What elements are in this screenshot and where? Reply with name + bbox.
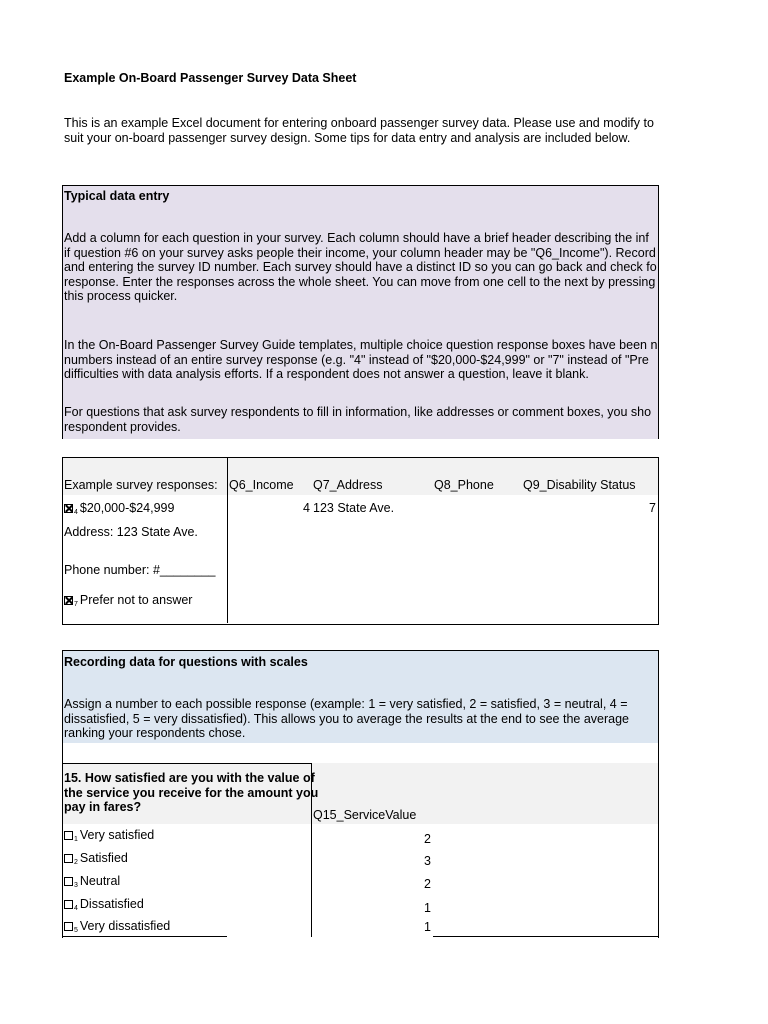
column-header-q15[interactable]: Q15_ServiceValue [313, 808, 417, 822]
text-line: In the On-Board Passenger Survey Guide templates, multiple choice question response boxes have been n [64, 338, 658, 352]
bottom-border-right [433, 936, 658, 937]
typical-paragraph-1 [64, 231, 660, 304]
intro-text [64, 116, 654, 145]
checkbox-icon [64, 922, 73, 931]
text-line: respondent provides. [64, 419, 181, 434]
typical-data-entry-box [62, 185, 659, 439]
text-line: pay in fares? [64, 800, 142, 814]
income-response [64, 501, 174, 516]
option-very-dissatisfied [64, 919, 170, 934]
option-number: 4 [74, 509, 78, 516]
text-line: 15. How satisfied are you with the value of [64, 771, 315, 785]
scales-paragraph [64, 697, 658, 741]
option-number: 7 [74, 601, 78, 608]
option-number: 2 [74, 859, 78, 866]
text-line: and entering the survey ID number. Each survey should have a distinct ID so you can go back and check fo [64, 260, 657, 274]
column-header-q6[interactable]: Q6_Income [229, 478, 294, 492]
option-dissatisfied [64, 897, 144, 912]
text-line: dissatisfied, 5 = very dissatisfied). This allows you to average the results at the end to see the average [64, 711, 630, 726]
example-divider [227, 458, 228, 623]
column-header-q8[interactable]: Q8_Phone [434, 478, 494, 492]
q15-value-cell[interactable]: 2 [424, 832, 431, 846]
typical-paragraph-3 [64, 405, 660, 434]
bottom-border-left [63, 936, 227, 937]
q15-value-cell[interactable]: 1 [424, 920, 431, 934]
option-number: 1 [74, 836, 78, 843]
option-label: Very dissatisfied [79, 919, 171, 933]
intro-line: suit your on-board passenger survey design. Some tips for data entry and analysis are included below. [64, 130, 631, 145]
option-label: Prefer not to answer [79, 593, 193, 607]
column-header-q7[interactable]: Q7_Address [313, 478, 383, 492]
typical-heading: Typical data entry [64, 189, 170, 203]
option-satisfied [64, 851, 128, 866]
question-15-text [64, 771, 318, 815]
checked-box-icon [64, 504, 73, 513]
question-top-border [63, 763, 312, 764]
text-line: if question #6 on your survey asks people their income, your column header may be "Q6_Income"). Record [64, 245, 656, 260]
option-label: Satisfied [79, 851, 128, 865]
option-label: $20,000-$24,999 [79, 501, 175, 515]
option-very-satisfied [64, 828, 154, 843]
option-neutral [64, 874, 120, 889]
phone-response: Phone number: #________ [64, 563, 216, 577]
option-label: Very satisfied [79, 828, 155, 842]
text-line: response. Enter the responses across the whole sheet. You can move from one cell to the next by pressing [64, 274, 656, 289]
checkbox-icon [64, 900, 73, 909]
text-line: numbers instead of an entire survey response (e.g. "4" instead of "$20,000-$24,999" or "7" instead of "Pre [64, 352, 649, 367]
text-line: Assign a number to each possible response (example: 1 = very satisfied, 2 = satisfied, 3 = neutral, 4 = [64, 697, 628, 711]
q7-cell[interactable]: 123 State Ave. [313, 501, 395, 515]
example-label: Example survey responses: [64, 478, 218, 492]
checked-box-icon [64, 596, 73, 605]
q15-value-cell[interactable]: 2 [424, 877, 431, 891]
checkbox-icon [64, 854, 73, 863]
text-line: difficulties with data analysis efforts. If a respondent does not answer a question, leave it blank. [64, 367, 589, 381]
checkbox-icon [64, 877, 73, 886]
q9-cell[interactable]: 7 [649, 501, 656, 515]
text-line: ranking your respondents chose. [64, 726, 246, 740]
option-number: 4 [74, 905, 78, 912]
q6-cell[interactable]: 4 [303, 501, 310, 515]
intro-line: This is an example Excel document for entering onboard passenger survey data. Please use and modify to [64, 116, 654, 130]
column-header-q9[interactable]: Q9_Disability Status [523, 478, 636, 492]
text-line: For questions that ask survey respondents to fill in information, like addresses or comment boxes, you sho [64, 405, 652, 419]
text-line: this process quicker. [64, 289, 178, 303]
checkbox-icon [64, 831, 73, 840]
text-line: the service you receive for the amount you [64, 785, 319, 800]
option-label: Dissatisfied [79, 897, 144, 911]
typical-paragraph-2 [64, 338, 660, 382]
option-number: 3 [74, 882, 78, 889]
address-response: Address: 123 State Ave. [64, 525, 198, 539]
option-number: 5 [74, 927, 78, 934]
text-line: Add a column for each question in your survey. Each column should have a brief header describing the inf [64, 231, 649, 245]
page-title: Example On-Board Passenger Survey Data Sheet [64, 71, 357, 85]
option-label: Neutral [79, 874, 121, 888]
disability-response [64, 593, 192, 608]
q15-value-cell[interactable]: 3 [424, 854, 431, 868]
scales-heading: Recording data for questions with scales [64, 655, 308, 669]
q15-value-cell[interactable]: 1 [424, 901, 431, 915]
